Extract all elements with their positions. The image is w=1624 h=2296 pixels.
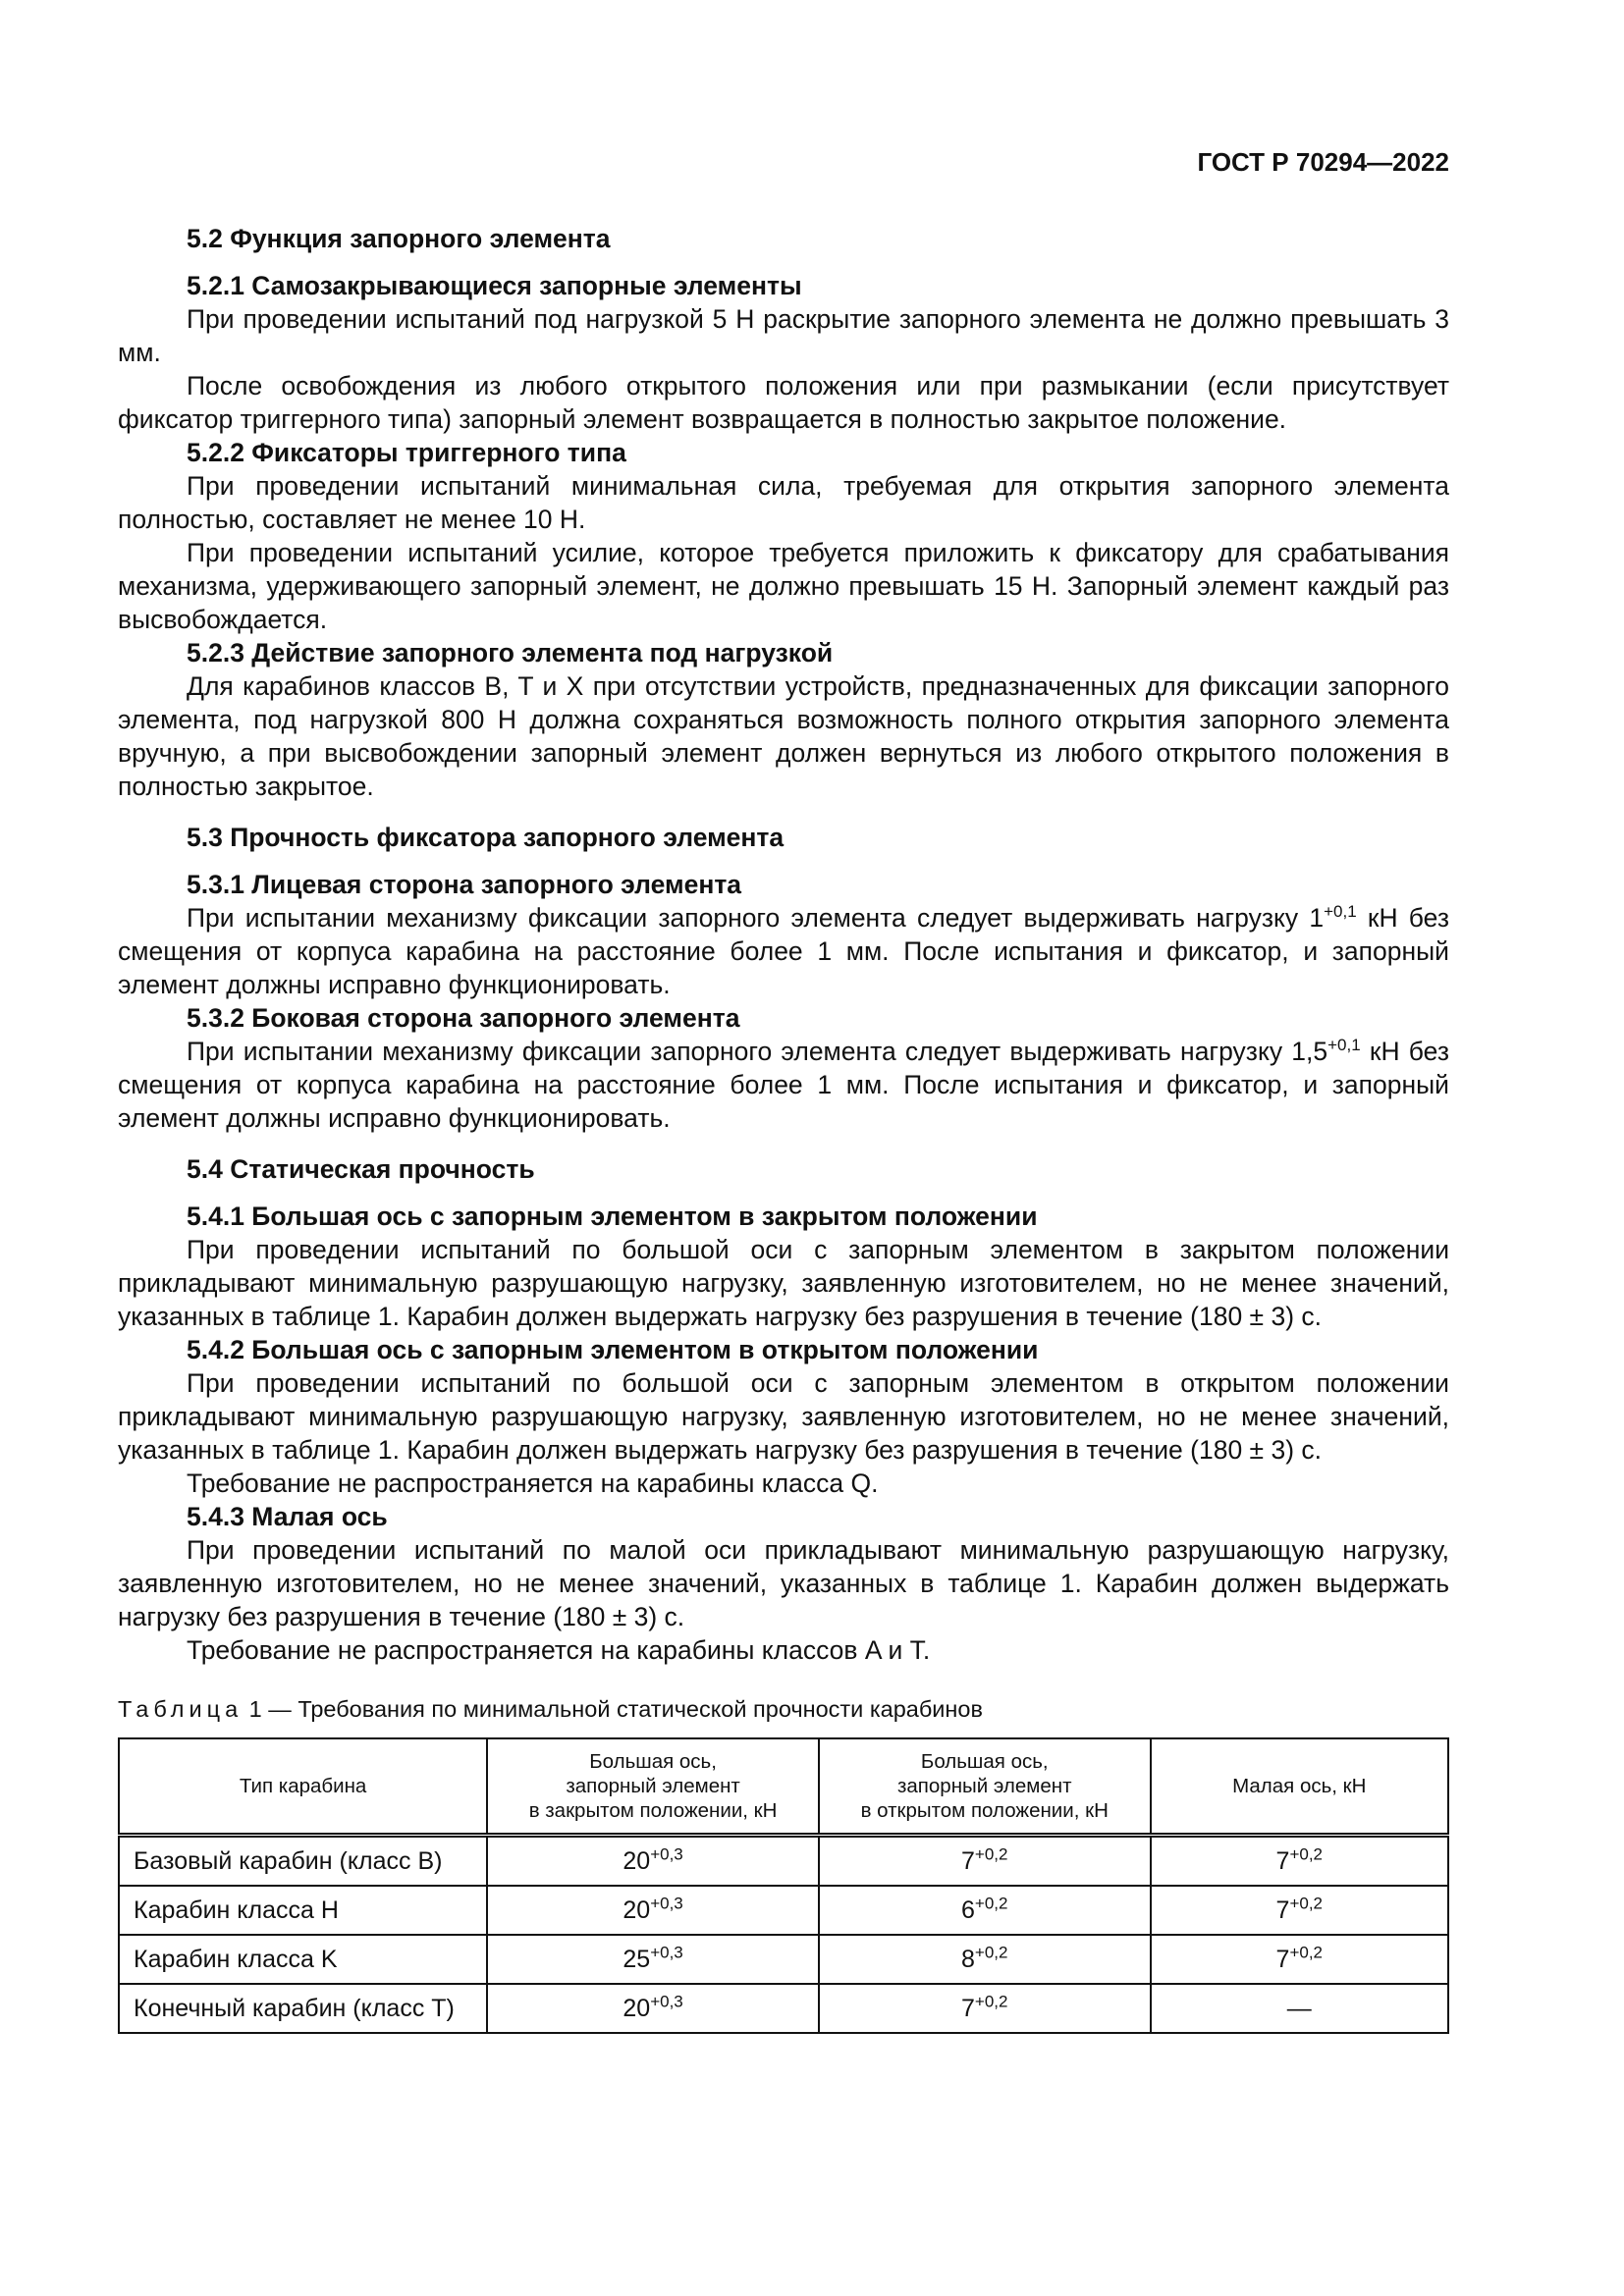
document-header: ГОСТ Р 70294—2022 bbox=[1197, 147, 1449, 177]
tolerance-superscript: +0,1 bbox=[1327, 1036, 1361, 1055]
subsection-title-5-2-1: 5.2.1 Самозакрывающиеся запорные элементы bbox=[187, 271, 802, 300]
paragraph: При проведении испытаний минимальная сила, требуемая для открытия запорного элемента полностью, составляет не менее 10 Н. bbox=[118, 471, 1449, 534]
table-row bbox=[119, 1836, 1448, 1887]
tolerance: +0,2 bbox=[974, 1992, 1008, 2011]
document-body bbox=[118, 222, 1449, 2034]
section-title-5-3: 5.3 Прочность фиксатора запорного элемента bbox=[187, 823, 785, 852]
value: 6 bbox=[961, 1896, 975, 1924]
value: 20 bbox=[623, 1847, 651, 1875]
cell-minor bbox=[1151, 1984, 1448, 2033]
value: 25 bbox=[623, 1946, 651, 1973]
cell-major-open bbox=[819, 1886, 1151, 1935]
header-line: в закрытом положении, кН bbox=[528, 1799, 778, 1822]
subsection-title-5-3-1: 5.3.1 Лицевая сторона запорного элемента bbox=[187, 870, 742, 899]
cell-major-closed bbox=[487, 1935, 819, 1984]
subsection-title-5-3-2: 5.3.2 Боковая сторона запорного элемента bbox=[187, 1003, 740, 1033]
cell-type: Карабин класса H bbox=[119, 1886, 487, 1935]
section-title-5-4: 5.4 Статическая прочность bbox=[187, 1154, 535, 1184]
header-cell-minor bbox=[1151, 1738, 1448, 1836]
tolerance: +0,3 bbox=[650, 1844, 683, 1864]
cell-minor bbox=[1151, 1886, 1448, 1935]
tolerance-superscript: +0,1 bbox=[1324, 902, 1357, 922]
paragraph: При проведении испытаний усилие, которое требуется приложить к фиксатору для срабатывания механизма, удерживающего запорный элемент, не должно превышать 15 Н. Запорный элемент каждый раз высвобождается. bbox=[118, 538, 1449, 634]
header-cell-type bbox=[119, 1738, 487, 1836]
value: — bbox=[1286, 1995, 1312, 2022]
paragraph: При проведении испытаний по малой оси прикладывают минимальную разрушающую нагрузку, заявленную изготовителем, но не менее значений, указанных в таблице 1. Карабин должен выдержать нагрузку без разрушения в течение (180 ± 3) с. bbox=[118, 1535, 1449, 1631]
tolerance: +0,2 bbox=[1289, 1894, 1324, 1913]
text-run: При испытании механизму фиксации запорного элемента следует выдерживать нагрузку 1 bbox=[187, 903, 1325, 933]
paragraph bbox=[118, 901, 1449, 1001]
tolerance: +0,2 bbox=[974, 1943, 1008, 1962]
cell-type: Базовый карабин (класс B) bbox=[119, 1836, 487, 1887]
tolerance: +0,2 bbox=[974, 1844, 1008, 1864]
header-cell-major-closed bbox=[487, 1738, 819, 1836]
header-line: Большая ось, bbox=[920, 1750, 1049, 1773]
value: 8 bbox=[961, 1946, 975, 1973]
cell-major-closed bbox=[487, 1836, 819, 1887]
table-row bbox=[119, 1935, 1448, 1984]
strength-requirements-table bbox=[118, 1737, 1449, 2034]
tolerance: +0,3 bbox=[650, 1943, 683, 1962]
cell-major-closed bbox=[487, 1984, 819, 2033]
subsection-title-5-4-2: 5.4.2 Большая ось с запорным элементом в открытом положении bbox=[187, 1335, 1039, 1364]
value: 7 bbox=[1275, 1946, 1290, 1973]
cell-major-open bbox=[819, 1984, 1151, 2033]
header-line: Малая ось, кН bbox=[1232, 1775, 1367, 1797]
paragraph: При проведении испытаний по большой оси с запорным элементом в открытом положении прикладывают минимальную разрушающую нагрузку, заявленную изготовителем, но не менее значений, указанных в таблице 1. Карабин должен выдержать нагрузку без разрушения в течение (180 ± 3) с. bbox=[118, 1368, 1449, 1465]
table-caption bbox=[118, 1692, 1449, 1726]
cell-major-open bbox=[819, 1935, 1151, 1984]
table-caption-label: Таблица bbox=[118, 1696, 244, 1722]
header-line: в открытом положении, кН bbox=[860, 1799, 1109, 1822]
text-run: При испытании механизму фиксации запорного элемента следует выдерживать нагрузку 1,5 bbox=[187, 1037, 1328, 1066]
tolerance: +0,2 bbox=[974, 1894, 1008, 1913]
table-row bbox=[119, 1984, 1448, 2033]
paragraph: Требование не распространяется на карабины класса Q. bbox=[187, 1468, 879, 1498]
value: 7 bbox=[961, 1847, 975, 1875]
paragraph: При проведении испытаний под нагрузкой 5 Н раскрытие запорного элемента не должно превышать 3 мм. bbox=[118, 304, 1449, 367]
cell-type: Карабин класса K bbox=[119, 1935, 487, 1984]
header-cell-major-open bbox=[819, 1738, 1151, 1836]
table-row bbox=[119, 1886, 1448, 1935]
header-line: запорный элемент bbox=[566, 1775, 740, 1797]
subsection-title-5-2-2: 5.2.2 Фиксаторы триггерного типа bbox=[187, 438, 626, 467]
subsection-title-5-4-3: 5.4.3 Малая ось bbox=[187, 1502, 388, 1531]
subsection-title-5-4-1: 5.4.1 Большая ось с запорным элементом в закрытом положении bbox=[187, 1201, 1038, 1231]
cell-major-open bbox=[819, 1836, 1151, 1887]
tolerance: +0,2 bbox=[1289, 1943, 1324, 1962]
tolerance: +0,2 bbox=[1289, 1844, 1324, 1864]
cell-minor bbox=[1151, 1836, 1448, 1887]
text-run: кН без смещения от корпуса карабина на расстояние более 1 мм. После испытания и фиксатор, и запорный элемент должны исправно функционировать. bbox=[118, 1037, 1449, 1133]
section-title-5-2: 5.2 Функция запорного элемента bbox=[187, 224, 611, 253]
paragraph: При проведении испытаний по большой оси с запорным элементом в закрытом положении прикладывают минимальную разрушающую нагрузку, заявленную изготовителем, но не менее значений, указанных в таблице 1. Карабин должен выдержать нагрузку без разрушения в течение (180 ± 3) с. bbox=[118, 1235, 1449, 1331]
value: 20 bbox=[623, 1896, 651, 1924]
cell-minor bbox=[1151, 1935, 1448, 1984]
value: 7 bbox=[1275, 1847, 1290, 1875]
cell-major-closed bbox=[487, 1886, 819, 1935]
paragraph: Требование не распространяется на карабины классов A и T. bbox=[187, 1635, 931, 1665]
text-run: кН без смещения от корпуса карабина на расстояние более 1 мм. После испытания и фиксатор, и запорный элемент должны исправно функционировать. bbox=[118, 903, 1449, 999]
paragraph bbox=[118, 1035, 1449, 1135]
tolerance: +0,3 bbox=[650, 1992, 683, 2011]
table-header-row bbox=[119, 1738, 1448, 1836]
header-line: Тип карабина bbox=[239, 1775, 367, 1797]
value: 7 bbox=[961, 1995, 975, 2022]
paragraph: Для карабинов классов B, T и X при отсутствии устройств, предназначенных для фиксации запорного элемента, под нагрузкой 800 Н должна сохраняться возможность полного открытия запорного элемента вручную, а при высвобождении запорный элемент должен вернуться из любого открытого положения в полностью закрытое. bbox=[118, 671, 1449, 801]
tolerance: +0,3 bbox=[650, 1894, 683, 1913]
cell-type: Конечный карабин (класс T) bbox=[119, 1984, 487, 2033]
value: 7 bbox=[1275, 1896, 1290, 1924]
table-caption-text: 1 — Требования по минимальной статической прочности карабинов bbox=[243, 1696, 983, 1722]
value: 20 bbox=[623, 1995, 651, 2022]
header-line: запорный элемент bbox=[896, 1775, 1072, 1797]
subsection-title-5-2-3: 5.2.3 Действие запорного элемента под нагрузкой bbox=[187, 638, 834, 667]
paragraph: После освобождения из любого открытого положения или при размыкании (если присутствует фиксатор триггерного типа) запорный элемент возвращается в полностью закрытое положение. bbox=[118, 371, 1449, 434]
header-line: Большая ось, bbox=[589, 1750, 717, 1773]
